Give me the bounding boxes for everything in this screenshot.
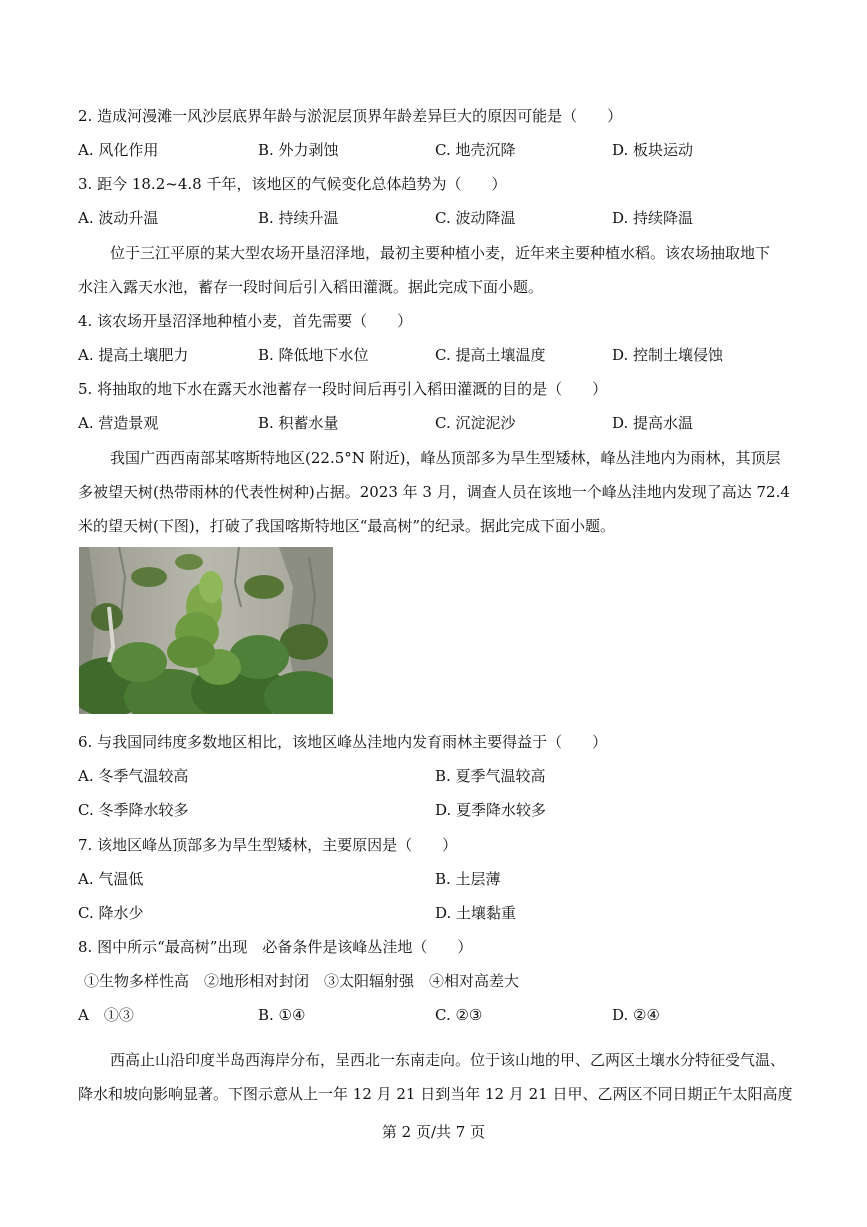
q8-conditions: ①生物多样性高 ②地形相对封闭 ③太阳辐射强 ④相对高差大 <box>84 972 520 990</box>
passage-1-line-2: 水注入露天水池，蓄存一段时间后引入稻田灌溉。据此完成下面小题。 <box>78 278 544 296</box>
q7-option-a: A. 气温低 <box>78 870 144 888</box>
karst-forest-illustration <box>79 547 333 714</box>
question-5-stem: 5. 将抽取的地下水在露天水池蓄存一段时间后再引入稻田灌溉的目的是（ ） <box>78 380 608 398</box>
passage-2-line-3: 米的望天树(下图)，打破了我国喀斯特地区“最高树”的纪录。据此完成下面小题。 <box>78 517 616 535</box>
q7-option-b: B. 土层薄 <box>435 870 501 888</box>
q4-option-b: B. 降低地下水位 <box>258 346 369 364</box>
q2-option-b: B. 外力剥蚀 <box>258 141 339 159</box>
q2-option-d: D. 板块运动 <box>612 141 694 159</box>
q8-option-c: C. ②③ <box>435 1006 483 1024</box>
q7-option-c: C. 降水少 <box>78 904 144 922</box>
passage-2-line-2: 多被望天树(热带雨林的代表性树种)占据。2023 年 3 月，调查人员在该地一个峰丛洼地内发现了高达 72.4 <box>78 483 790 501</box>
q6-option-b: B. 夏季气温较高 <box>435 767 546 785</box>
q8-option-a: A ①③ <box>78 1006 134 1024</box>
q4-option-d: D. 控制土壤侵蚀 <box>612 346 724 364</box>
q5-option-c: C. 沉淀泥沙 <box>435 414 516 432</box>
question-2-stem: 2. 造成河漫滩一风沙层底界年龄与淤泥层顶界年龄差异巨大的原因可能是（ ） <box>78 107 623 125</box>
q7-option-d: D. 土壤黏重 <box>435 904 517 922</box>
passage-1-line-1: 位于三江平原的某大型农场开垦沼泽地，最初主要种植小麦，近年来主要种植水稻。该农场抽取地下 <box>110 244 771 262</box>
passage-3-line-1: 西高止山沿印度半岛西海岸分布，呈西北一东南走向。位于该山地的甲、乙两区土壤水分特征受气温、 <box>110 1051 786 1069</box>
q3-option-d: D. 持续降温 <box>612 209 694 227</box>
q6-option-d: D. 夏季降水较多 <box>435 801 547 819</box>
passage-2-line-1: 我国广西西南部某喀斯特地区(22.5°N 附近)，峰丛顶部多为旱生型矮林，峰丛洼地内为雨林，其顶层 <box>110 449 781 467</box>
q3-option-b: B. 持续升温 <box>258 209 339 227</box>
q5-option-a: A. 营造景观 <box>78 414 159 432</box>
q5-option-d: D. 提高水温 <box>612 414 694 432</box>
page-footer: 第 2 页/共 7 页 <box>381 1123 486 1141</box>
q4-option-c: C. 提高土壤温度 <box>435 346 546 364</box>
q2-option-c: C. 地壳沉降 <box>435 141 516 159</box>
q6-option-c: C. 冬季降水较多 <box>78 801 189 819</box>
question-6-stem: 6. 与我国同纬度多数地区相比，该地区峰丛洼地内发育雨林主要得益于（ ） <box>78 733 608 751</box>
question-3-stem: 3. 距今 18.2~4.8 千年，该地区的气候变化总体趋势为（ ） <box>78 175 507 193</box>
q5-option-b: B. 积蓄水量 <box>258 414 339 432</box>
question-4-stem: 4. 该农场开垦沼泽地种植小麦，首先需要（ ） <box>78 312 413 330</box>
q3-option-c: C. 波动降温 <box>435 209 516 227</box>
passage-3-line-2: 降水和坡向影响显著。下图示意从上一年 12 月 21 日到当年 12 月 21 日甲、乙两区不同日期正午太阳高度 <box>78 1085 793 1103</box>
q3-option-a: A. 波动升温 <box>78 209 159 227</box>
q2-option-a: A. 风化作用 <box>78 141 159 159</box>
q4-option-a: A. 提高土壤肥力 <box>78 346 189 364</box>
tallest-tree-photo <box>79 547 333 714</box>
question-8-stem: 8. 图中所示“最高树”出现 必备条件是该峰丛洼地（ ） <box>78 938 473 956</box>
q6-option-a: A. 冬季气温较高 <box>78 767 189 785</box>
q8-option-d: D. ②④ <box>612 1006 660 1024</box>
q8-option-b: B. ①④ <box>258 1006 306 1024</box>
question-7-stem: 7. 该地区峰丛顶部多为旱生型矮林，主要原因是（ ） <box>78 836 458 854</box>
